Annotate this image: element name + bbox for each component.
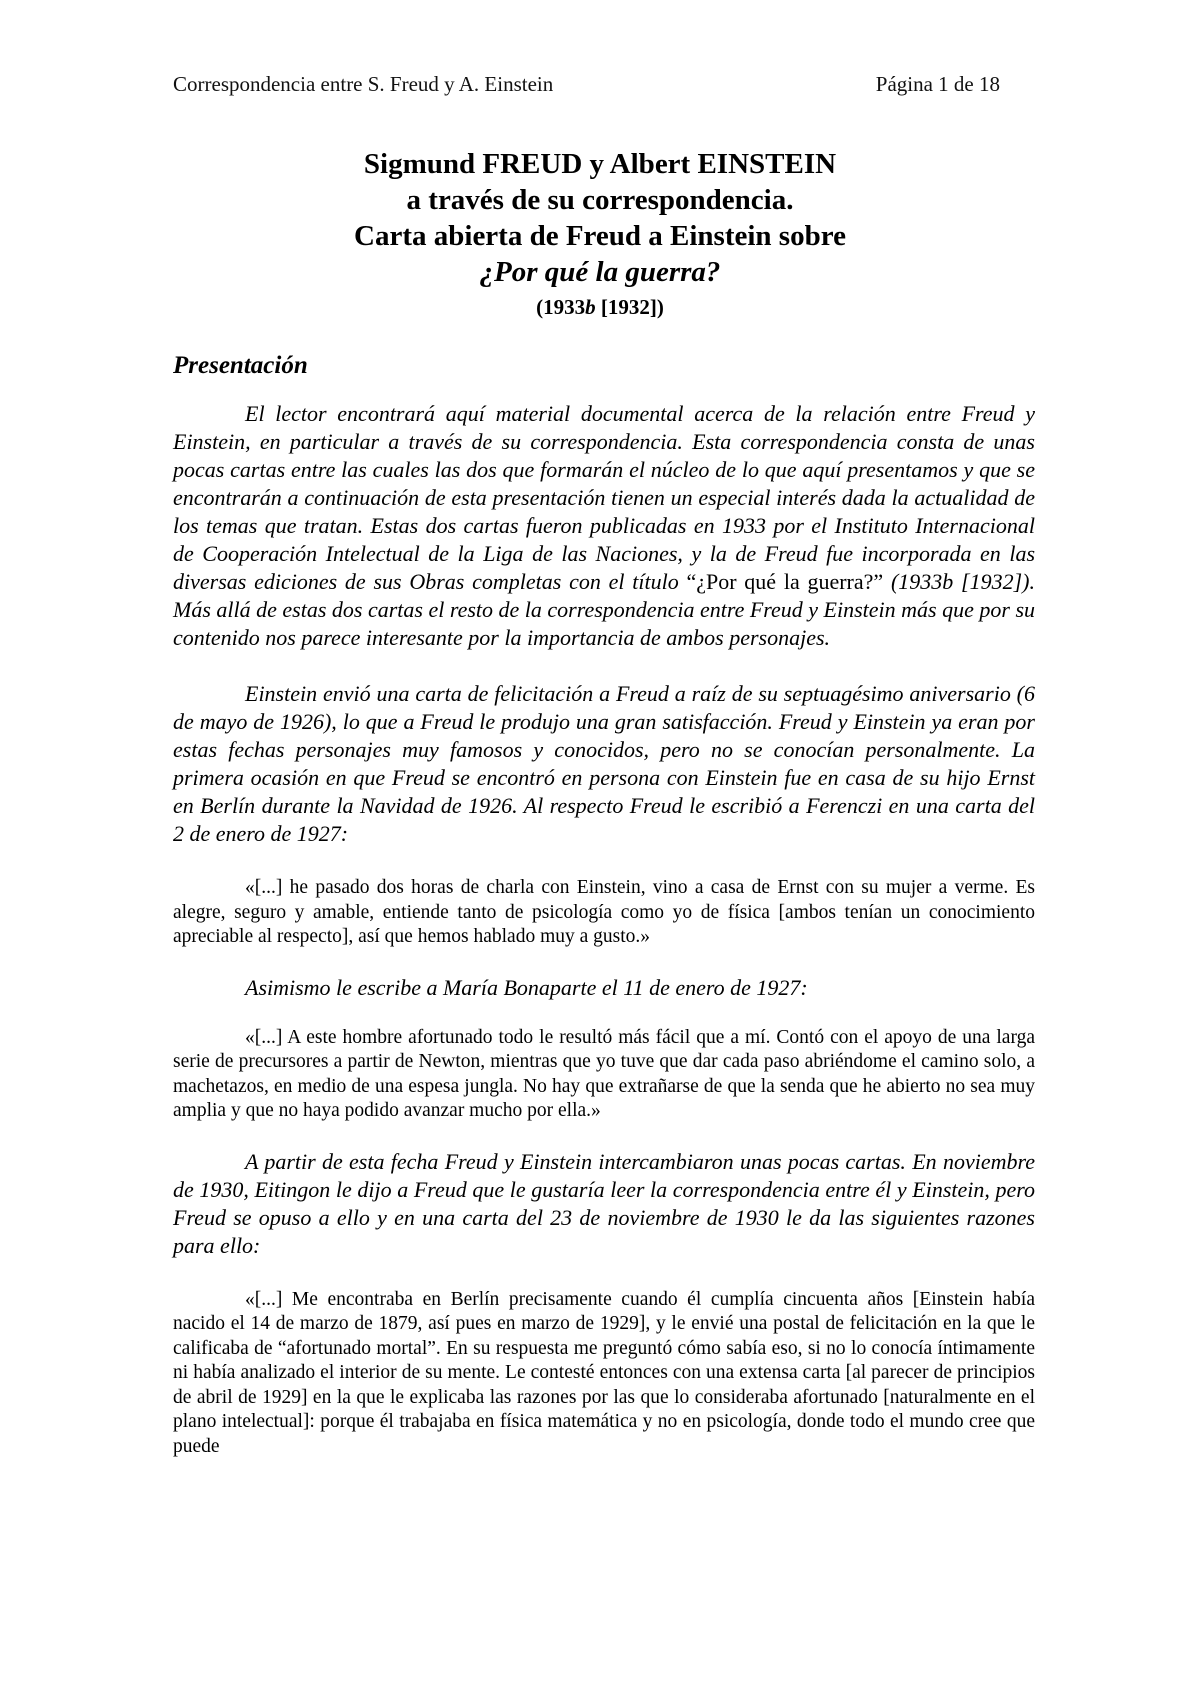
header-page-number: Página 1 de 18: [875, 72, 1000, 96]
quote-eitingon-letter: «[...] Me encontraba en Berlín precisamente cuando él cumplía cincuenta años [Einstein había nacido el 14 de marzo de 1879, así pues en marzo de 1929], y le envié una postal de felicitación en la que le calificaba de “afortunado mortal”. En su respuesta me preguntó cómo sabía eso, si no lo conocía íntimamente ni había analizado el interior de su mente. Le contesté entonces con una extensa carta [al parecer de principios de abril de 1929] en la que le explicaba las razones por las que lo consideraba afortunado [naturalmente en el plano intelectual]: porque él trabajaba en física matemática y no en psicología, donde todo el mundo cree que puede: [173, 1288, 1035, 1457]
paragraph-intro-work-title: “¿Por qué la guerra?”: [686, 569, 884, 594]
paragraph-intro-text-before: El lector encontrará aquí material documental acerca de la relación entre Freud y Einstein, en particular a través de su correspondencia. Esta correspondencia consta de unas pocas cartas entre las cuales las dos que formarán el núcleo de lo que aquí presentamos y que se encontrarán a continuación de esta presentación tienen un especial interés dada la actualidad de los temas que tratan. Estas dos cartas fueron publicadas en 1933 por el Instituto Internacional de Cooperación Intelectual de la Liga de las Naciones, y la de Freud fue incorporada en las diversas ediciones de sus Obras completas con el título: [173, 401, 1035, 594]
document-title-block: [173, 146, 1027, 322]
title-year-letter: b: [585, 295, 596, 319]
running-header: [173, 72, 1000, 97]
title-line-4: ¿Por qué la guerra?: [479, 256, 721, 288]
title-line-3: Carta abierta de Freud a Einstein sobre: [354, 220, 846, 252]
paragraph-bonaparte: Asimismo le escribe a María Bonaparte el 11 de enero de 1927:: [245, 974, 808, 1000]
quote-bonaparte-letter: «[...] A este hombre afortunado todo le resultó más fácil que a mí. Contó con el apoyo de una larga serie de precursores a partir de Newton, mientras que yo tuve que dar cada paso abriéndome el camino solo, a machetazos, en medio de una espesa jungla. No hay que extrañarse de que la senda que he abierto no sea muy amplia y que no haya podido avanzar mucho por ella.»: [173, 1026, 1035, 1121]
title-year: [173, 292, 1027, 322]
paragraph-intro-text-after: (1933b [1932]). Más allá de estas dos cartas el resto de la correspondencia entre Freud y Einstein más que por su contenido nos parece interesante por la importancia de ambos personajes.: [173, 569, 1035, 650]
quote-ferenczi-letter: «[...] he pasado dos horas de charla con Einstein, vino a casa de Ernst con su mujer a verme. Es alegre, seguro y amable, entiende tanto de psicología como yo de física [ambos tenían un conocimiento apreciable al respecto], así que hemos hablado muy a gusto.»: [173, 877, 1035, 947]
title-line-1: Sigmund FREUD y Albert EINSTEIN: [363, 148, 837, 180]
title-year-close: [1932]): [595, 295, 664, 319]
title-line-2: a través de su correspondencia.: [406, 184, 794, 216]
paragraph-first-meeting: Einstein envió una carta de felicitación a Freud a raíz de su septuagésimo aniversario (6 de mayo de 1926), lo que a Freud le produjo una gran satisfacción. Freud y Einstein ya eran por estas fechas personajes muy famosos y conocidos, pero no se conocían personalmente. La primera ocasión en que Freud se encontró en persona con Einstein fue en casa de su hijo Ernst en Berlín durante la Navidad de 1926. Al respecto Freud le escribió a Ferenczi en una carta del 2 de enero de 1927:: [173, 681, 1035, 846]
paragraph-eitingon: A partir de esta fecha Freud y Einstein intercambiaron unas pocas cartas. En noviembre de 1930, Eitingon le dijo a Freud que le gustaría leer la correspondencia entre él y Einstein, pero Freud se opuso a ello y en una carta del 23 de noviembre de 1930 le da las siguientes razones para ello:: [173, 1148, 1035, 1258]
header-document-title: Correspondencia entre S. Freud y A. Einstein: [173, 72, 554, 96]
body-text: [173, 400, 1035, 1483]
section-heading: Presentación: [173, 352, 308, 379]
paragraph-intro: [173, 400, 1035, 652]
title-year-open: (1933: [536, 295, 586, 319]
